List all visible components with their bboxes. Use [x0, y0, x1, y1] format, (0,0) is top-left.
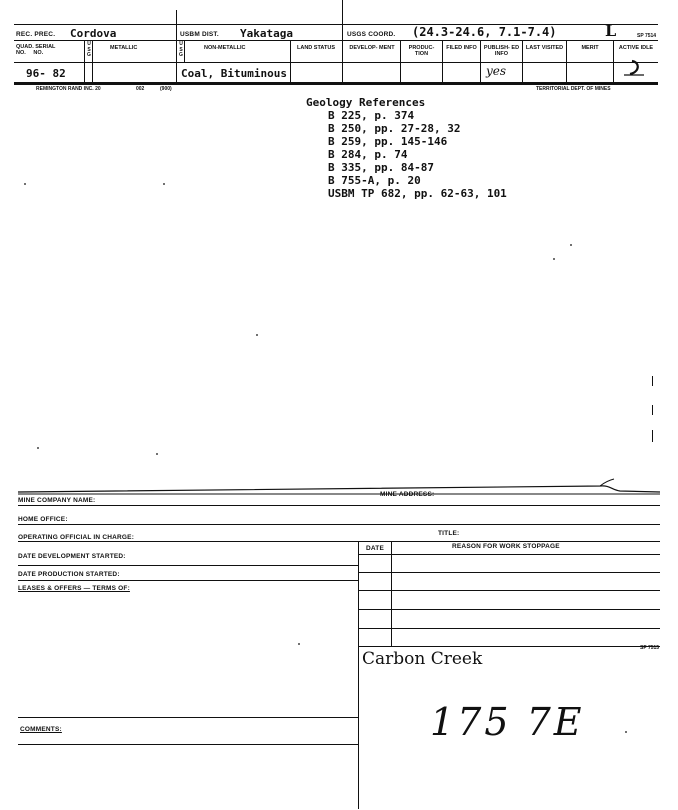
title-label: TITLE: [438, 530, 460, 537]
row-line [18, 505, 660, 506]
grade-mark: L [605, 21, 617, 40]
reference-item: B 225, p. 374 [328, 109, 415, 122]
header-top-border [14, 24, 658, 25]
speck [24, 183, 26, 185]
divider [92, 40, 93, 82]
reference-item: B 259, pp. 145-146 [328, 135, 448, 148]
imprint-code-1: 002 [136, 86, 145, 92]
colhead-usg-nonmetallic: U S G [179, 41, 183, 58]
colhead-last-visited: LAST VISITED [525, 45, 564, 51]
colhead-filed-info: FILED INFO [446, 45, 477, 51]
imprint-code-2: (900) [160, 86, 172, 92]
comments-label: COMMENTS: [20, 726, 62, 733]
mine-company-name-label: MINE COMPANY NAME: [18, 497, 96, 504]
colhead-active-idle: ACTIVE IDLE [618, 45, 654, 51]
usgs-coord-value: (24.3-24.6, 7.1-7.4) [412, 25, 557, 39]
form-number-2: SP 7515 [640, 645, 660, 651]
divider [480, 40, 481, 82]
divider [176, 10, 177, 40]
speck [553, 258, 555, 260]
location-handwriting: Carbon Creek [362, 649, 483, 669]
quad-serial-value: 96- 82 [26, 67, 66, 80]
divider [400, 40, 401, 82]
date-divider [391, 541, 392, 647]
speck [163, 183, 165, 185]
speck [652, 405, 653, 415]
date-column-header: DATE [366, 545, 385, 552]
form-top-border [0, 476, 678, 498]
active-mark-icon [620, 58, 648, 82]
printer-imprint: REMINGTON RAND INC. 20 [36, 86, 101, 92]
speck [156, 453, 158, 455]
table-line [358, 590, 660, 591]
divider [342, 0, 343, 40]
leases-offers-label: LEASES & OFFERS — TERMS OF: [18, 585, 130, 592]
reference-item: B 284, p. 74 [328, 148, 408, 161]
colhead-quad-serial: QUAD. SERIAL NO. NO. [16, 44, 56, 56]
speck [652, 376, 653, 386]
row-line [18, 565, 358, 566]
rec-prec-label: REC. PREC. [16, 31, 56, 38]
row-line [18, 524, 660, 525]
divider [184, 40, 185, 62]
mine-address-label: MINE ADDRESS: [380, 491, 435, 498]
row-line [18, 541, 660, 542]
references-list [328, 109, 507, 200]
colhead-development: DEVELOP- MENT [349, 45, 395, 51]
table-line [358, 609, 660, 610]
table-line [358, 628, 660, 629]
header-row-divider [14, 40, 658, 41]
reason-column-header: REASON FOR WORK STOPPAGE [452, 543, 560, 550]
divider [290, 40, 291, 82]
colhead-divider [14, 62, 658, 63]
divider [84, 40, 85, 82]
date-production-label: DATE PRODUCTION STARTED: [18, 571, 120, 578]
published-info-value: yes [486, 64, 507, 78]
table-bottom [358, 646, 660, 647]
table-left-border [358, 541, 359, 809]
table-line [358, 554, 660, 555]
divider [442, 40, 443, 82]
header-bottom-border [14, 82, 658, 85]
row-line [18, 717, 358, 718]
usgs-coord-label: USGS COORD. [347, 31, 396, 38]
usbm-dist-label: USBM DIST. [180, 31, 219, 38]
geology-references [306, 96, 507, 200]
colhead-usg-metallic: U S G [87, 41, 91, 58]
divider [566, 40, 567, 82]
row-line [18, 580, 358, 581]
operating-official-label: OPERATING OFFICIAL IN CHARGE: [18, 534, 135, 541]
row-line [18, 744, 358, 745]
number-handwriting: 175 7E [430, 700, 585, 744]
form-number: SP 7514 [637, 33, 657, 39]
date-development-label: DATE DEVELOPMENT STARTED: [18, 553, 126, 560]
table-line [358, 572, 660, 573]
colhead-metallic: METALLIC [110, 45, 138, 51]
dept-imprint: TERRITORIAL DEPT. OF MINES [536, 86, 611, 92]
divider [342, 40, 343, 82]
usbm-dist-value: Yakataga [240, 27, 293, 40]
reference-item: USBM TP 682, pp. 62-63, 101 [328, 187, 507, 200]
divider [522, 40, 523, 82]
colhead-published-info: PUBLISH- ED INFO [483, 45, 520, 57]
colhead-land-status: LAND STATUS [297, 45, 335, 51]
references-title: Geology References [306, 96, 426, 109]
non-metallic-value: Coal, Bituminous [181, 67, 287, 80]
reference-item: B 755-A, p. 20 [328, 174, 421, 187]
colhead-merit: MERIT [581, 45, 599, 51]
colhead-production: PRODUC- TION [408, 45, 435, 57]
home-office-label: HOME OFFICE: [18, 516, 68, 523]
divider [613, 40, 614, 82]
speck [256, 334, 258, 336]
speck [625, 731, 627, 733]
speck [652, 430, 653, 442]
colhead-non-metallic: NON-METALLIC [204, 45, 246, 51]
reference-item: B 335, pp. 84-87 [328, 161, 434, 174]
speck [570, 244, 572, 246]
reference-item: B 250, pp. 27-28, 32 [328, 122, 461, 135]
speck [298, 643, 300, 645]
divider [176, 40, 177, 82]
rec-prec-value: Cordova [70, 27, 117, 40]
speck [37, 447, 39, 449]
